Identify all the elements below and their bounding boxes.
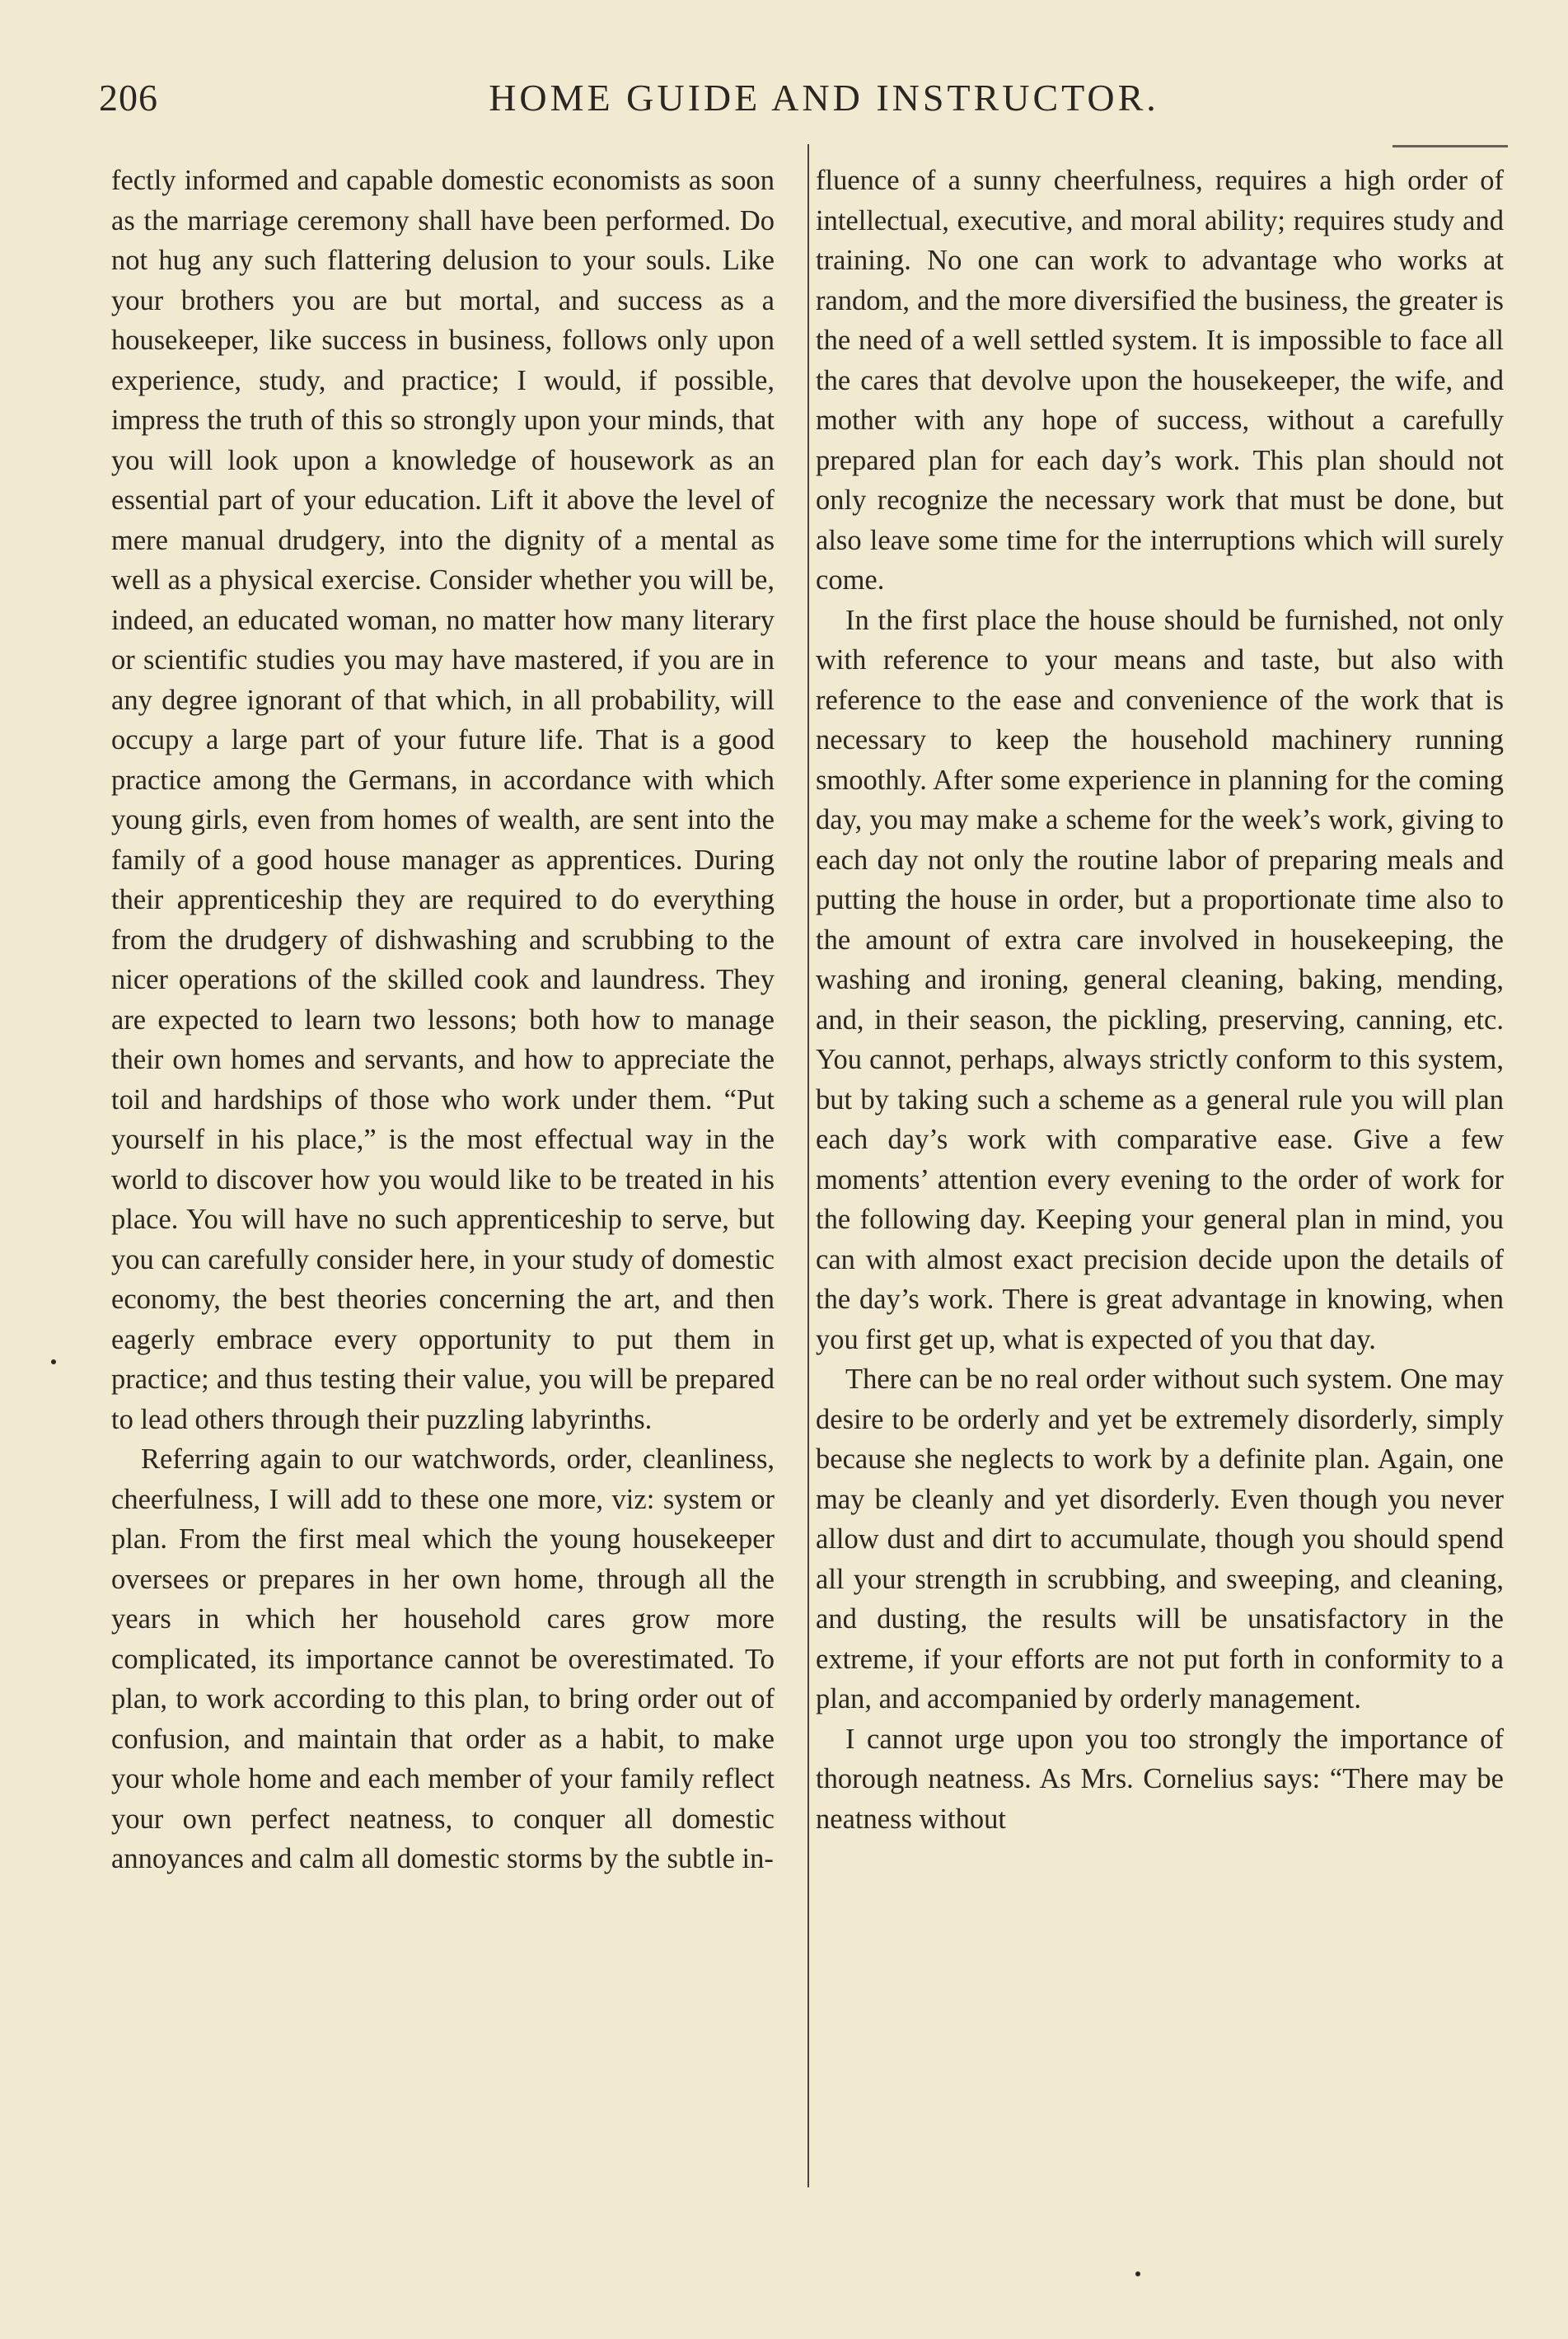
paragraph: fluence of a sunny cheerfulness, requires a high order of intellectual, executive, and moral ability; requires study and training. No one can work to advantage who works at random, and the more diversified the business, the greater is the need of a well settled system. It is impossible to face all the cares that devolve upon the housekeeper, the wife, and mother with any hope of success, without a carefully prepared plan for each day’s work. This plan should not only recognize the necessary work that must be done, but also leave some time for the interruptions which will surely come. xyxy=(816,165,1504,596)
right-column xyxy=(816,161,1504,1839)
paragraph: fectly informed and capable domestic economists as soon as the marriage ceremony shall have been performed. Do not hug any such flattering delusion to your souls. Like your brothers you are but mortal, and success as a housekeeper, like success in business, follows only upon experience, study, and practice; I would, if possible, impress the truth of this so strongly upon your minds, that you will look upon a knowledge of housework as an essential part of your education. Lift it above the level of mere manual drudgery, into the dignity of a mental as well as a physical exercise. Consider whether you will be, indeed, an educated woman, no matter how many literary or scientific studies you may have mastered, if you are in any degree ignorant of that which, in all probability, will occupy a large part of your future life. That is a good practice among the Germans, in accordance with which young girls, even from homes of wealth, are sent into the family of a good house manager as apprentices. During their apprenticeship they are required to do everything from the drudgery of dishwashing and scrubbing to the nicer operations of the skilled cook and laundress. They are expected to learn two lessons; both how to manage their own homes and servants, and how to appreciate the toil and hardships of those who work under them. “Put yourself in his place,” is the most effectual way in the world to discover how you would like to be treated in his place. You will have no such apprenticeship to serve, but you can carefully consider here, in your study of domestic economy, the best theories concerning the art, and then eagerly embrace every opportunity to put them in practice; and thus testing their value, you will be prepared to lead others through their puzzling labyrinths. xyxy=(111,165,775,1435)
print-speck xyxy=(1135,2271,1140,2276)
top-rule xyxy=(1392,145,1508,147)
column-divider xyxy=(807,144,809,2187)
paragraph: There can be no real order without such system. One may desire to be orderly and yet be extremely disorderly, simply because she neglects to work by a definite plan. Again, one may be cleanly and yet disorderly. Even though you never allow dust and dirt to accumulate, though you should spend all your strength in scrubbing, and sweeping, and cleaning, and dusting, the results will be unsatisfactory in the extreme, if your efforts are not put forth in conformity to a plan, and accompanied by orderly management. xyxy=(816,1364,1504,1714)
running-head: HOME GUIDE AND INSTRUCTOR. xyxy=(489,77,1159,119)
left-column xyxy=(111,161,775,1879)
print-speck xyxy=(51,1359,56,1364)
page-number: 206 xyxy=(99,77,158,119)
paragraph: In the first place the house should be furnished, not only with reference to your means and taste, but also with reference to the ease and convenience of the work that is necessary to keep the household machinery running smoothly. After some experience in planning for the coming day, you may make a scheme for the week’s work, giving to each day not only the routine labor of preparing meals and putting the house in order, but a proportionate time also to the amount of extra care involved in housekeeping, the washing and ironing, general cleaning, baking, mending, and, in their season, the pickling, preserving, canning, etc. You cannot, perhaps, always strictly conform to this system, but by taking such a scheme as a general rule you will plan each day’s work with comparative ease. Give a few moments’ attention every evening to the order of work for the following day. Keeping your general plan in mind, you can with almost exact precision decide upon the details of the day’s work. There is great advantage in knowing, when you first get up, what is expected of you that day. xyxy=(816,604,1504,1355)
paragraph: Referring again to our watchwords, order, cleanliness, cheerfulness, I will add to these one more, viz: system or plan. From the first meal which the young housekeeper oversees or prepares in her own home, through all the years in which her household cares grow more complicated, its importance cannot be overestimated. To plan, to work according to this plan, to bring order out of confusion, and maintain that order as a habit, to make your whole home and each member of your family reflect your own perfect neatness, to conquer all domestic annoyances and calm all domestic storms by the subtle in- xyxy=(111,1443,775,1874)
paragraph: I cannot urge upon you too strongly the importance of thorough neatness. As Mrs. Cornelius says: “There may be neatness without xyxy=(816,1723,1504,1835)
